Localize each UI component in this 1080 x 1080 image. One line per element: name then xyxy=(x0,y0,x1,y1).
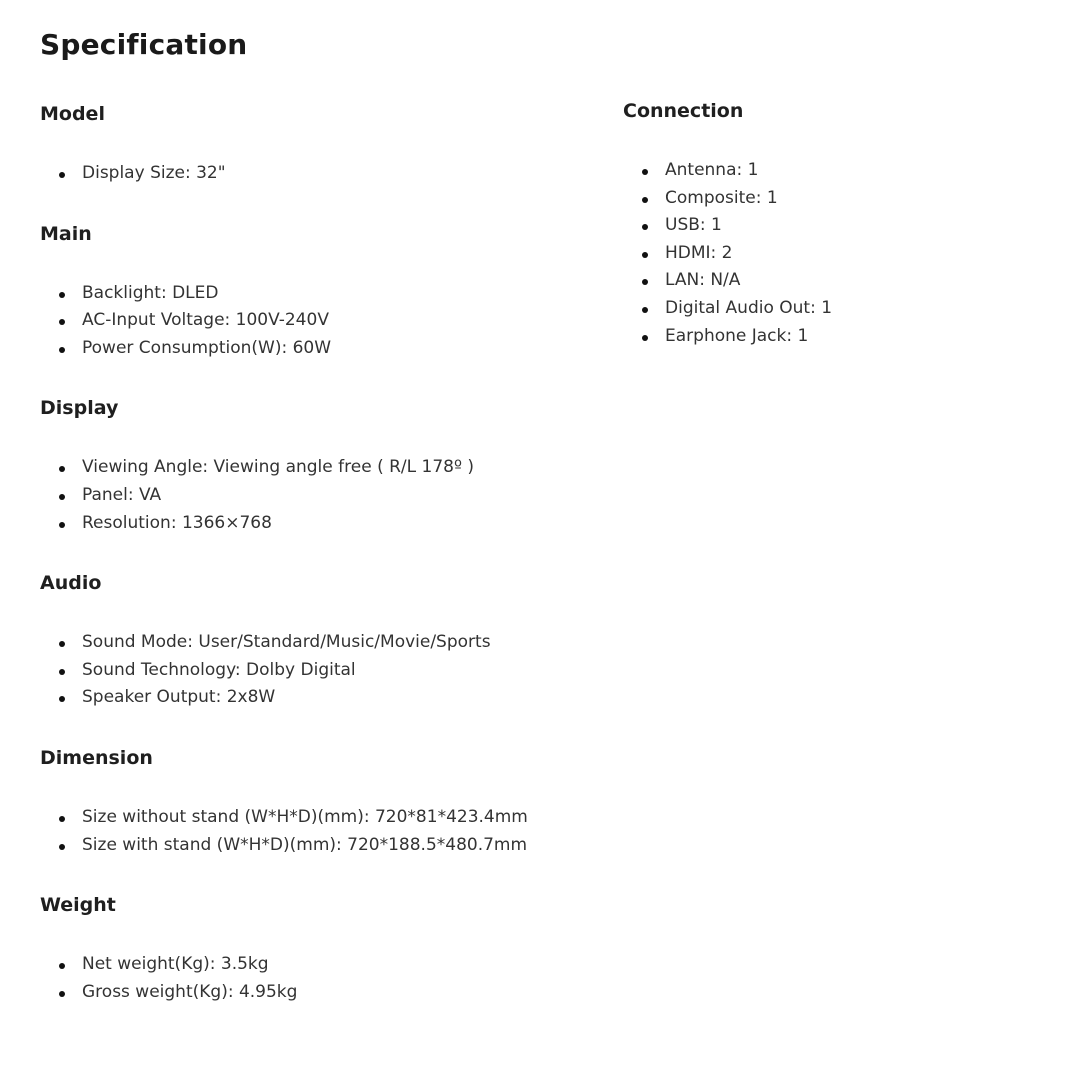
spec-list xyxy=(40,629,600,712)
spec-item: Antenna: 1 xyxy=(665,157,1043,185)
section-weight xyxy=(40,892,600,1006)
spec-item: Viewing Angle: Viewing angle free ( R/L 178º ) xyxy=(82,454,600,482)
section-heading: Audio xyxy=(40,572,102,595)
spec-list xyxy=(40,280,600,363)
spec-item: USB: 1 xyxy=(665,212,1043,240)
spec-item: Gross weight(Kg): 4.95kg xyxy=(82,979,600,1007)
section-heading: Weight xyxy=(40,894,116,917)
section-heading: Main xyxy=(40,222,92,245)
spec-item: Size with stand (W*H*D)(mm): 720*188.5*480.7mm xyxy=(82,832,600,860)
spec-item: Panel: VA xyxy=(82,482,600,510)
section-heading: Connection xyxy=(623,100,744,122)
section-dimension xyxy=(40,745,600,859)
spec-item: Resolution: 1366×768 xyxy=(82,510,600,538)
section-heading: Display xyxy=(40,397,119,420)
spec-item: Display Size: 32" xyxy=(82,160,600,188)
spec-left-column xyxy=(40,101,600,1039)
spec-item: Size without stand (W*H*D)(mm): 720*81*423.4mm xyxy=(82,804,600,832)
section-heading: Model xyxy=(40,103,105,125)
spec-item: Sound Technology: Dolby Digital xyxy=(82,657,600,685)
section-model xyxy=(40,101,600,188)
spec-right-column xyxy=(623,98,1043,383)
spec-item: Net weight(Kg): 3.5kg xyxy=(82,951,600,979)
spec-item: HDMI: 2 xyxy=(665,240,1043,268)
spec-item: AC-Input Voltage: 100V-240V xyxy=(82,307,600,335)
spec-list xyxy=(40,160,600,188)
spec-item: Backlight: DLED xyxy=(82,280,600,308)
page-title: Specification xyxy=(40,28,248,61)
section-connection xyxy=(623,98,1043,350)
spec-item: Digital Audio Out: 1 xyxy=(665,295,1043,323)
spec-item: LAN: N/A xyxy=(665,267,1043,295)
spec-list xyxy=(40,804,600,859)
section-display xyxy=(40,395,600,537)
spec-item: Earphone Jack: 1 xyxy=(665,323,1043,351)
spec-list xyxy=(40,951,600,1006)
section-main xyxy=(40,221,600,363)
spec-item: Speaker Output: 2x8W xyxy=(82,684,600,712)
spec-item: Sound Mode: User/Standard/Music/Movie/Sports xyxy=(82,629,600,657)
spec-list xyxy=(623,157,1043,350)
spec-item: Power Consumption(W): 60W xyxy=(82,335,600,363)
section-heading: Dimension xyxy=(40,746,153,769)
spec-item: Composite: 1 xyxy=(665,185,1043,213)
section-audio xyxy=(40,570,600,712)
spec-list xyxy=(40,454,600,537)
